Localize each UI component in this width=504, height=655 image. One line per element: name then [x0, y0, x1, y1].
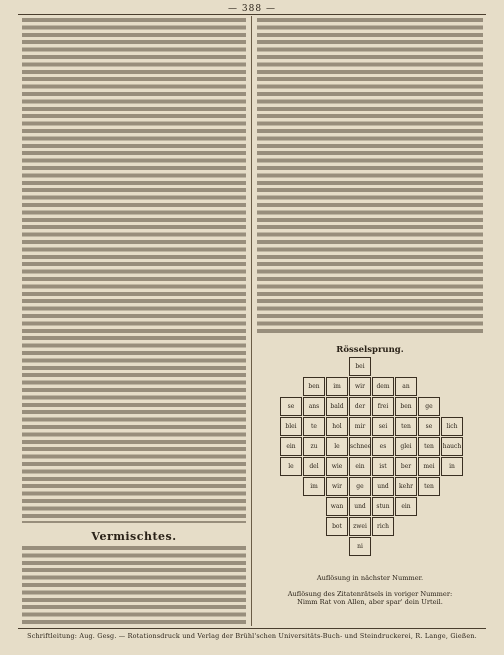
puzzle-cell: ans: [303, 397, 325, 416]
puzzle-cell: se: [280, 397, 302, 416]
right-column-text: [257, 18, 483, 336]
puzzle-cell: te: [303, 417, 325, 436]
knight-move-puzzle-grid: [280, 357, 467, 567]
puzzle-cell: ten: [418, 437, 440, 456]
puzzle-cell: wir: [326, 477, 348, 496]
puzzle-cell: wir: [349, 377, 371, 396]
puzzle-cell: wie: [326, 457, 348, 476]
puzzle-cell: hol: [326, 417, 348, 436]
puzzle-cell: le: [326, 437, 348, 456]
puzzle-cell: le: [280, 457, 302, 476]
puzzle-cell: im: [303, 477, 325, 496]
solution-line-2: Nimm Rat von Allen, aber spar' dein Urteil.: [297, 598, 443, 606]
puzzle-cell: an: [395, 377, 417, 396]
puzzle-cell: wan: [326, 497, 348, 516]
solution-line-1: Auflösung des Zitatenrätsels in voriger Nummer:: [287, 590, 453, 598]
vermischtes-text: [22, 546, 246, 626]
puzzle-cell: ist: [372, 457, 394, 476]
puzzle-cell: kehr: [395, 477, 417, 496]
puzzle-cell: blei: [280, 417, 302, 436]
puzzle-cell: bei: [349, 357, 371, 376]
left-column-text: [22, 18, 246, 523]
puzzle-note: Auflösung in nächster Nummer.: [316, 574, 424, 582]
puzzle-cell: del: [303, 457, 325, 476]
section-title-vermischtes: Vermischtes.: [91, 530, 177, 543]
puzzle-title: Rösselsprung.: [336, 345, 404, 355]
puzzle-cell: ni: [349, 537, 371, 556]
puzzle-cell: ein: [280, 437, 302, 456]
solution-note: [257, 590, 483, 606]
puzzle-cell: in: [441, 457, 463, 476]
puzzle-cell: es: [372, 437, 394, 456]
puzzle-cell: mir: [349, 417, 371, 436]
page-number: — 388 —: [228, 4, 276, 14]
puzzle-cell: ge: [349, 477, 371, 496]
column-divider: [251, 16, 252, 626]
puzzle-cell: im: [326, 377, 348, 396]
puzzle-cell: ben: [395, 397, 417, 416]
puzzle-cell: ein: [349, 457, 371, 476]
puzzle-cell: ein: [395, 497, 417, 516]
puzzle-cell: mei: [418, 457, 440, 476]
puzzle-cell: ber: [395, 457, 417, 476]
puzzle-cell: bot: [326, 517, 348, 536]
puzzle-cell: stun: [372, 497, 394, 516]
puzzle-cell: hauch: [441, 437, 463, 456]
puzzle-cell: glei: [395, 437, 417, 456]
puzzle-cell: zu: [303, 437, 325, 456]
puzzle-cell: ge: [418, 397, 440, 416]
puzzle-cell: der: [349, 397, 371, 416]
puzzle-cell: dem: [372, 377, 394, 396]
puzzle-cell: bald: [326, 397, 348, 416]
puzzle-cell: zwei: [349, 517, 371, 536]
puzzle-cell: ten: [418, 477, 440, 496]
imprint-line: Schriftleitung: Aug. Gesg. — Rotationsdruck und Verlag der Brühl'schen Universitäts-Buch- und Steindruckerei, R. Lange, Gießen.: [27, 632, 477, 640]
top-rule: [18, 14, 486, 15]
puzzle-cell: schnee: [349, 437, 371, 456]
puzzle-cell: lich: [441, 417, 463, 436]
puzzle-cell: frei: [372, 397, 394, 416]
puzzle-cell: ten: [395, 417, 417, 436]
puzzle-cell: rich: [372, 517, 394, 536]
puzzle-cell: ben: [303, 377, 325, 396]
bottom-rule: [18, 628, 486, 629]
puzzle-cell: sei: [372, 417, 394, 436]
puzzle-cell: und: [349, 497, 371, 516]
puzzle-cell: und: [372, 477, 394, 496]
puzzle-cell: se: [418, 417, 440, 436]
